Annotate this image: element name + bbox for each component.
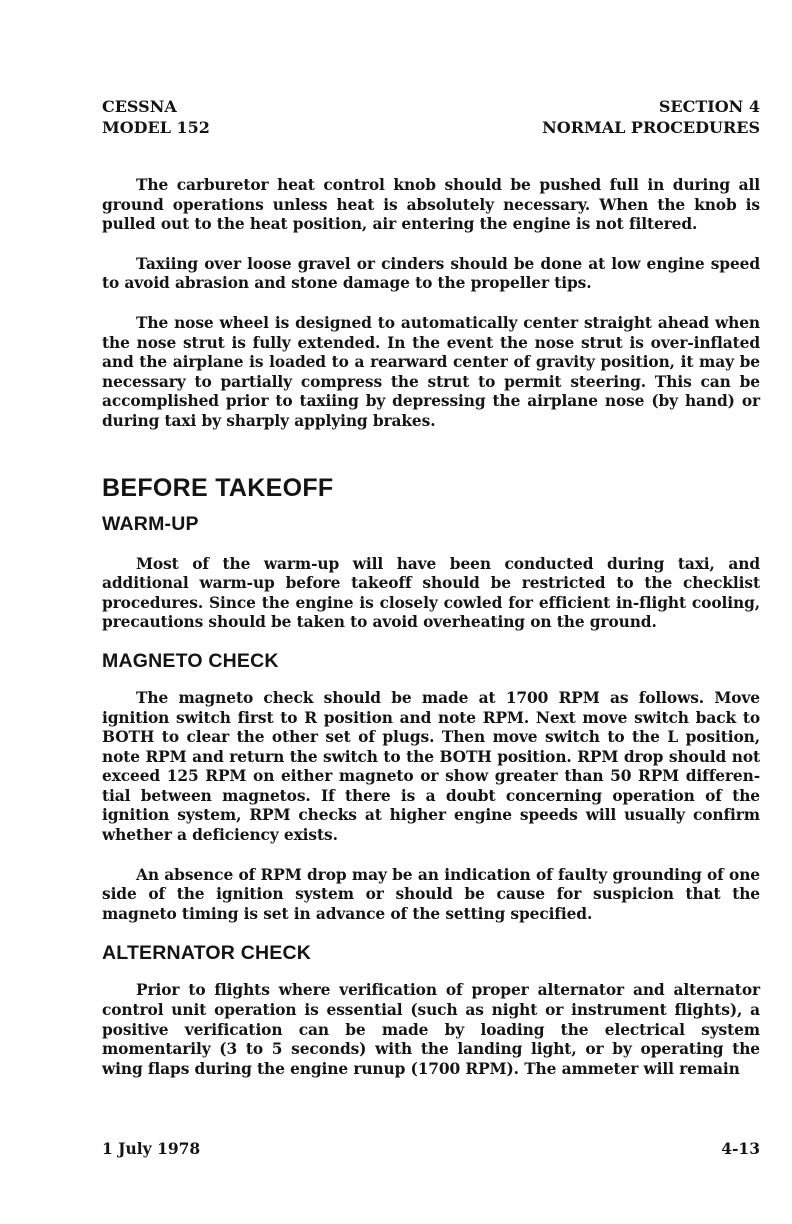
footer-page-number: 4-13 <box>721 1139 760 1158</box>
heading-warm-up: WARM-UP <box>102 512 199 535</box>
manufacturer-label: CESSNA <box>102 97 177 116</box>
heading-before-takeoff: BEFORE TAKEOFF <box>102 473 334 502</box>
section-label: SECTION 4 <box>658 97 760 116</box>
header-right <box>542 96 760 138</box>
page-body <box>102 176 760 1079</box>
header-left <box>102 96 210 138</box>
model-label: MODEL 152 <box>102 118 210 137</box>
heading-magneto-check: MAGNETO CHECK <box>102 649 279 672</box>
paragraph-alternator-check: Prior to flights where verification of proper alternator and alternator control unit operation is essential (such as night or instrument flights), a positive verification can be made by loading the electrical system momentarily (3 to 5 seconds) with the landing light, or by operating the wing flaps during the engine runup (1700 RPM). The ammeter will remain <box>102 981 760 1078</box>
section-title: NORMAL PROCEDURES <box>542 118 760 137</box>
paragraph-carburetor-heat: The carburetor heat control knob should be pushed full in during all ground operations unless heat is absolutely necessary. When the knob is pulled out to the heat position, air entering the engine is not filtered. <box>102 176 760 234</box>
paragraph-nose-wheel: The nose wheel is designed to automatically center straight ahead when the nose strut is fully extended. In the event the nose strut is over-inflated and the airplane is loaded to a rearward center of gravity position, it may be necessary to partially compress the strut to permit steering. This can be accomplished prior to taxiing by depressing the airplane nose (by hand) or during taxi by sharply applying brakes. <box>102 313 760 430</box>
footer-date: 1 July 1978 <box>102 1139 201 1158</box>
paragraph-taxi-gravel: Taxiing over loose gravel or cinders should be done at low engine speed to avoid abrasion and stone damage to the propeller tips. <box>102 254 760 293</box>
paragraph-warm-up: Most of the warm-up will have been conducted during taxi, and additional warm-up before takeoff should be restricted to the checklist procedures. Since the engine is closely cowled for efficient in-flight cooling, precautions should be taken to avoid overheating on the ground. <box>102 554 760 632</box>
paragraph-magneto-check: The magneto check should be made at 1700 RPM as follows. Move ignition switch first to R position and note RPM. Next move switch back to BOTH to clear the other set of plugs. Then move switch to the L position, note RPM and return the switch to the BOTH position. RPM drop should not exceed 125 RPM on either magneto or show greater than 50 RPM differen-tial between magnetos. If there is a doubt concerning operation of the ignition system, RPM checks at higher engine speeds will usually confirm whether a deficiency exists. <box>102 688 760 845</box>
paragraph-rpm-drop: An absence of RPM drop may be an indication of faulty grounding of one side of the ignition system or should be cause for suspicion that the magneto timing is set in advance of the setting specified. <box>102 865 760 923</box>
heading-alternator-check: ALTERNATOR CHECK <box>102 942 312 965</box>
